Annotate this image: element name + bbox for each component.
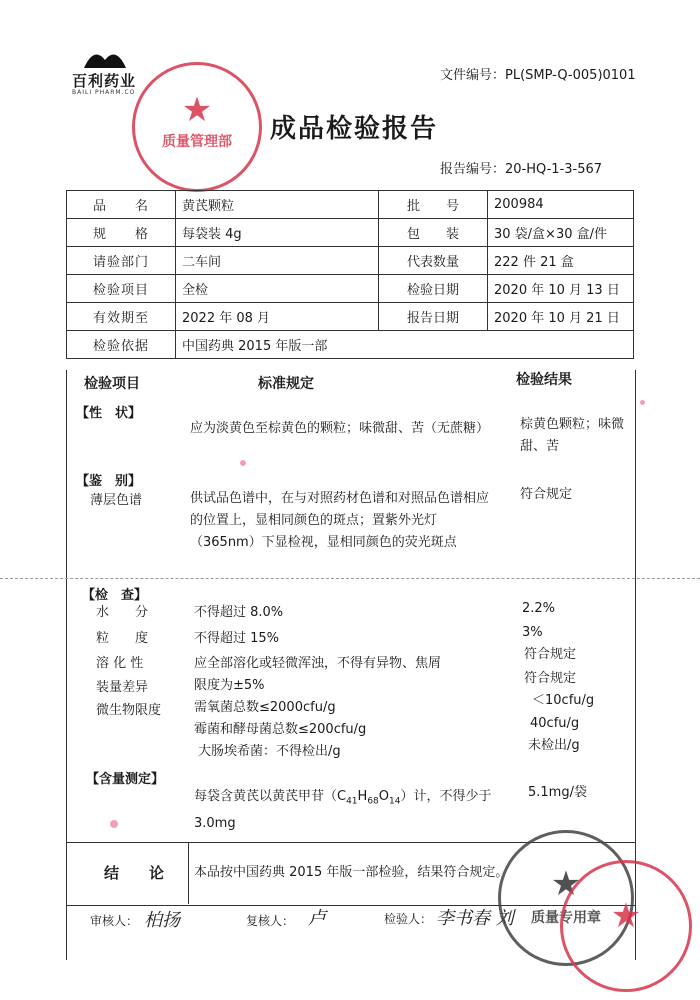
table-row (67, 331, 634, 359)
inspection-result: 40cfu/g (530, 716, 580, 731)
inspection-standard: 霉菌和酵母菌总数≤200cfu/g (194, 722, 367, 737)
table-row (67, 219, 634, 247)
inspection-item: 微生物限度 (96, 703, 162, 718)
info-value: 每袋装 4g (176, 219, 379, 247)
inspection-result: 未检出/g (528, 738, 580, 753)
section-content: 【含量测定】 (86, 772, 165, 787)
info-value: 2020 年 10 月 21 日 (488, 303, 634, 331)
character-result: 棕黄色颗粒；味微甜、苦 (520, 417, 625, 454)
info-label: 请验部门 (67, 247, 176, 275)
section-identification: 【鉴 别】 (76, 474, 142, 489)
info-table (66, 190, 634, 359)
reviewer-signature: 柏扬 (144, 910, 180, 931)
inspection-item: 装量差异 (96, 680, 149, 695)
inspection-standard: 需氧菌总数≤2000cfu/g (194, 700, 336, 715)
identification-item: 薄层色谱 (90, 493, 143, 508)
info-label: 报告日期 (379, 303, 488, 331)
info-label: 有效期至 (67, 303, 176, 331)
info-label: 检验日期 (379, 275, 488, 303)
inspection-standard: 大肠埃希菌：不得检出/g (198, 744, 341, 759)
quality-seal-stamp: ★ (560, 860, 692, 992)
company-logo-icon (82, 46, 128, 68)
section-inspection: 【检 查】 (82, 588, 148, 603)
inspection-standard: 不得超过 8.0% (194, 605, 284, 620)
info-value: 全检 (176, 275, 379, 303)
inspector-signature: 李书春 刘 (436, 908, 514, 929)
identification-result: 符合规定 (520, 487, 573, 502)
info-value: 30 袋/盒×30 盒/件 (488, 219, 634, 247)
inspection-result: 符合规定 (524, 671, 577, 686)
info-value: 200984 (488, 191, 634, 219)
inspection-item: 溶 化 性 (96, 656, 144, 671)
company-seal-stamp: ★ 质量专用章 (498, 830, 634, 966)
content-result: 5.1mg/袋 (528, 785, 587, 800)
approver-signature: 卢 (308, 908, 326, 929)
inspection-result: 2.2% (522, 601, 556, 616)
info-label: 代表数量 (379, 247, 488, 275)
reviewer-label: 审核人： (90, 914, 139, 928)
table-row (67, 247, 634, 275)
inspection-item: 粒 度 (96, 631, 149, 646)
content-standard: 每袋含黄芪以黄芪甲苷$(C_{41}H_{68}O_{14})$计，不得少于 3.0mg (194, 789, 492, 831)
inspection-result: 符合规定 (524, 647, 577, 662)
report-number: 报告编号：20-HQ-1-3-567 (440, 162, 603, 177)
stray-mark (110, 820, 118, 828)
conclusion-text: 本品按中国药典 2015 年版一部检验，结果符合规定。 (194, 865, 509, 880)
info-value: 二车间 (176, 247, 379, 275)
info-value: 2020 年 10 月 13 日 (488, 275, 634, 303)
inspection-standard: 应全部溶化或轻微浑浊，不得有异物、焦屑 (194, 656, 442, 671)
info-value: 黄芪颗粒 (176, 191, 379, 219)
basis-value: 中国药典 2015 年版一部 (176, 331, 634, 359)
conclusion-divider (188, 842, 189, 904)
character-standard: 应为淡黄色至棕黄色的颗粒；味微甜、苦（无蔗糖） (190, 421, 490, 436)
conclusion-label: 结 论 (104, 864, 165, 882)
page-title: 成品检验报告 (270, 114, 439, 144)
document-number: 文件编号：PL(SMP-Q-005)0101 (440, 68, 636, 83)
inspector-label: 检验人： (384, 912, 433, 926)
info-label: 包 装 (379, 219, 488, 247)
info-label: 检验项目 (67, 275, 176, 303)
approver-label: 复核人： (246, 914, 295, 928)
identification-standard: 供试品色谱中，在与对照药材色谱和对照品色谱相应的位置上，显相同颜色的斑点；置紫外光灯（365nm）下显检视，显相同颜色的荧光斑点 (190, 491, 490, 550)
table-row (67, 303, 634, 331)
table-row (67, 191, 634, 219)
company-logo-sub: BAILI PHARM.CO (72, 89, 136, 96)
inspection-result: ＜10cfu/g (532, 693, 595, 708)
header-standard: 标准规定 (258, 376, 314, 392)
scan-fold-line (0, 578, 700, 579)
section-character: 【性 状】 (76, 406, 142, 421)
company-logo-name: 百利药业 (72, 72, 137, 90)
info-label: 规 格 (67, 219, 176, 247)
header-item: 检验项目 (84, 376, 140, 392)
stray-mark (240, 460, 246, 466)
info-value: 222 件 21 盒 (488, 247, 634, 275)
basis-label: 检验依据 (67, 331, 176, 359)
quality-dept-stamp: ★ 质量管理部 (132, 62, 262, 192)
table-row (67, 275, 634, 303)
info-label: 批 号 (379, 191, 488, 219)
stray-mark (640, 400, 645, 405)
header-result: 检验结果 (516, 372, 572, 388)
inspection-result: 3% (522, 625, 543, 640)
info-label: 品 名 (67, 191, 176, 219)
info-value: 2022 年 08 月 (176, 303, 379, 331)
inspection-standard: 不得超过 15% (194, 631, 280, 646)
inspection-item: 水 分 (96, 605, 149, 620)
inspection-standard: 限度为±5% (194, 678, 265, 693)
